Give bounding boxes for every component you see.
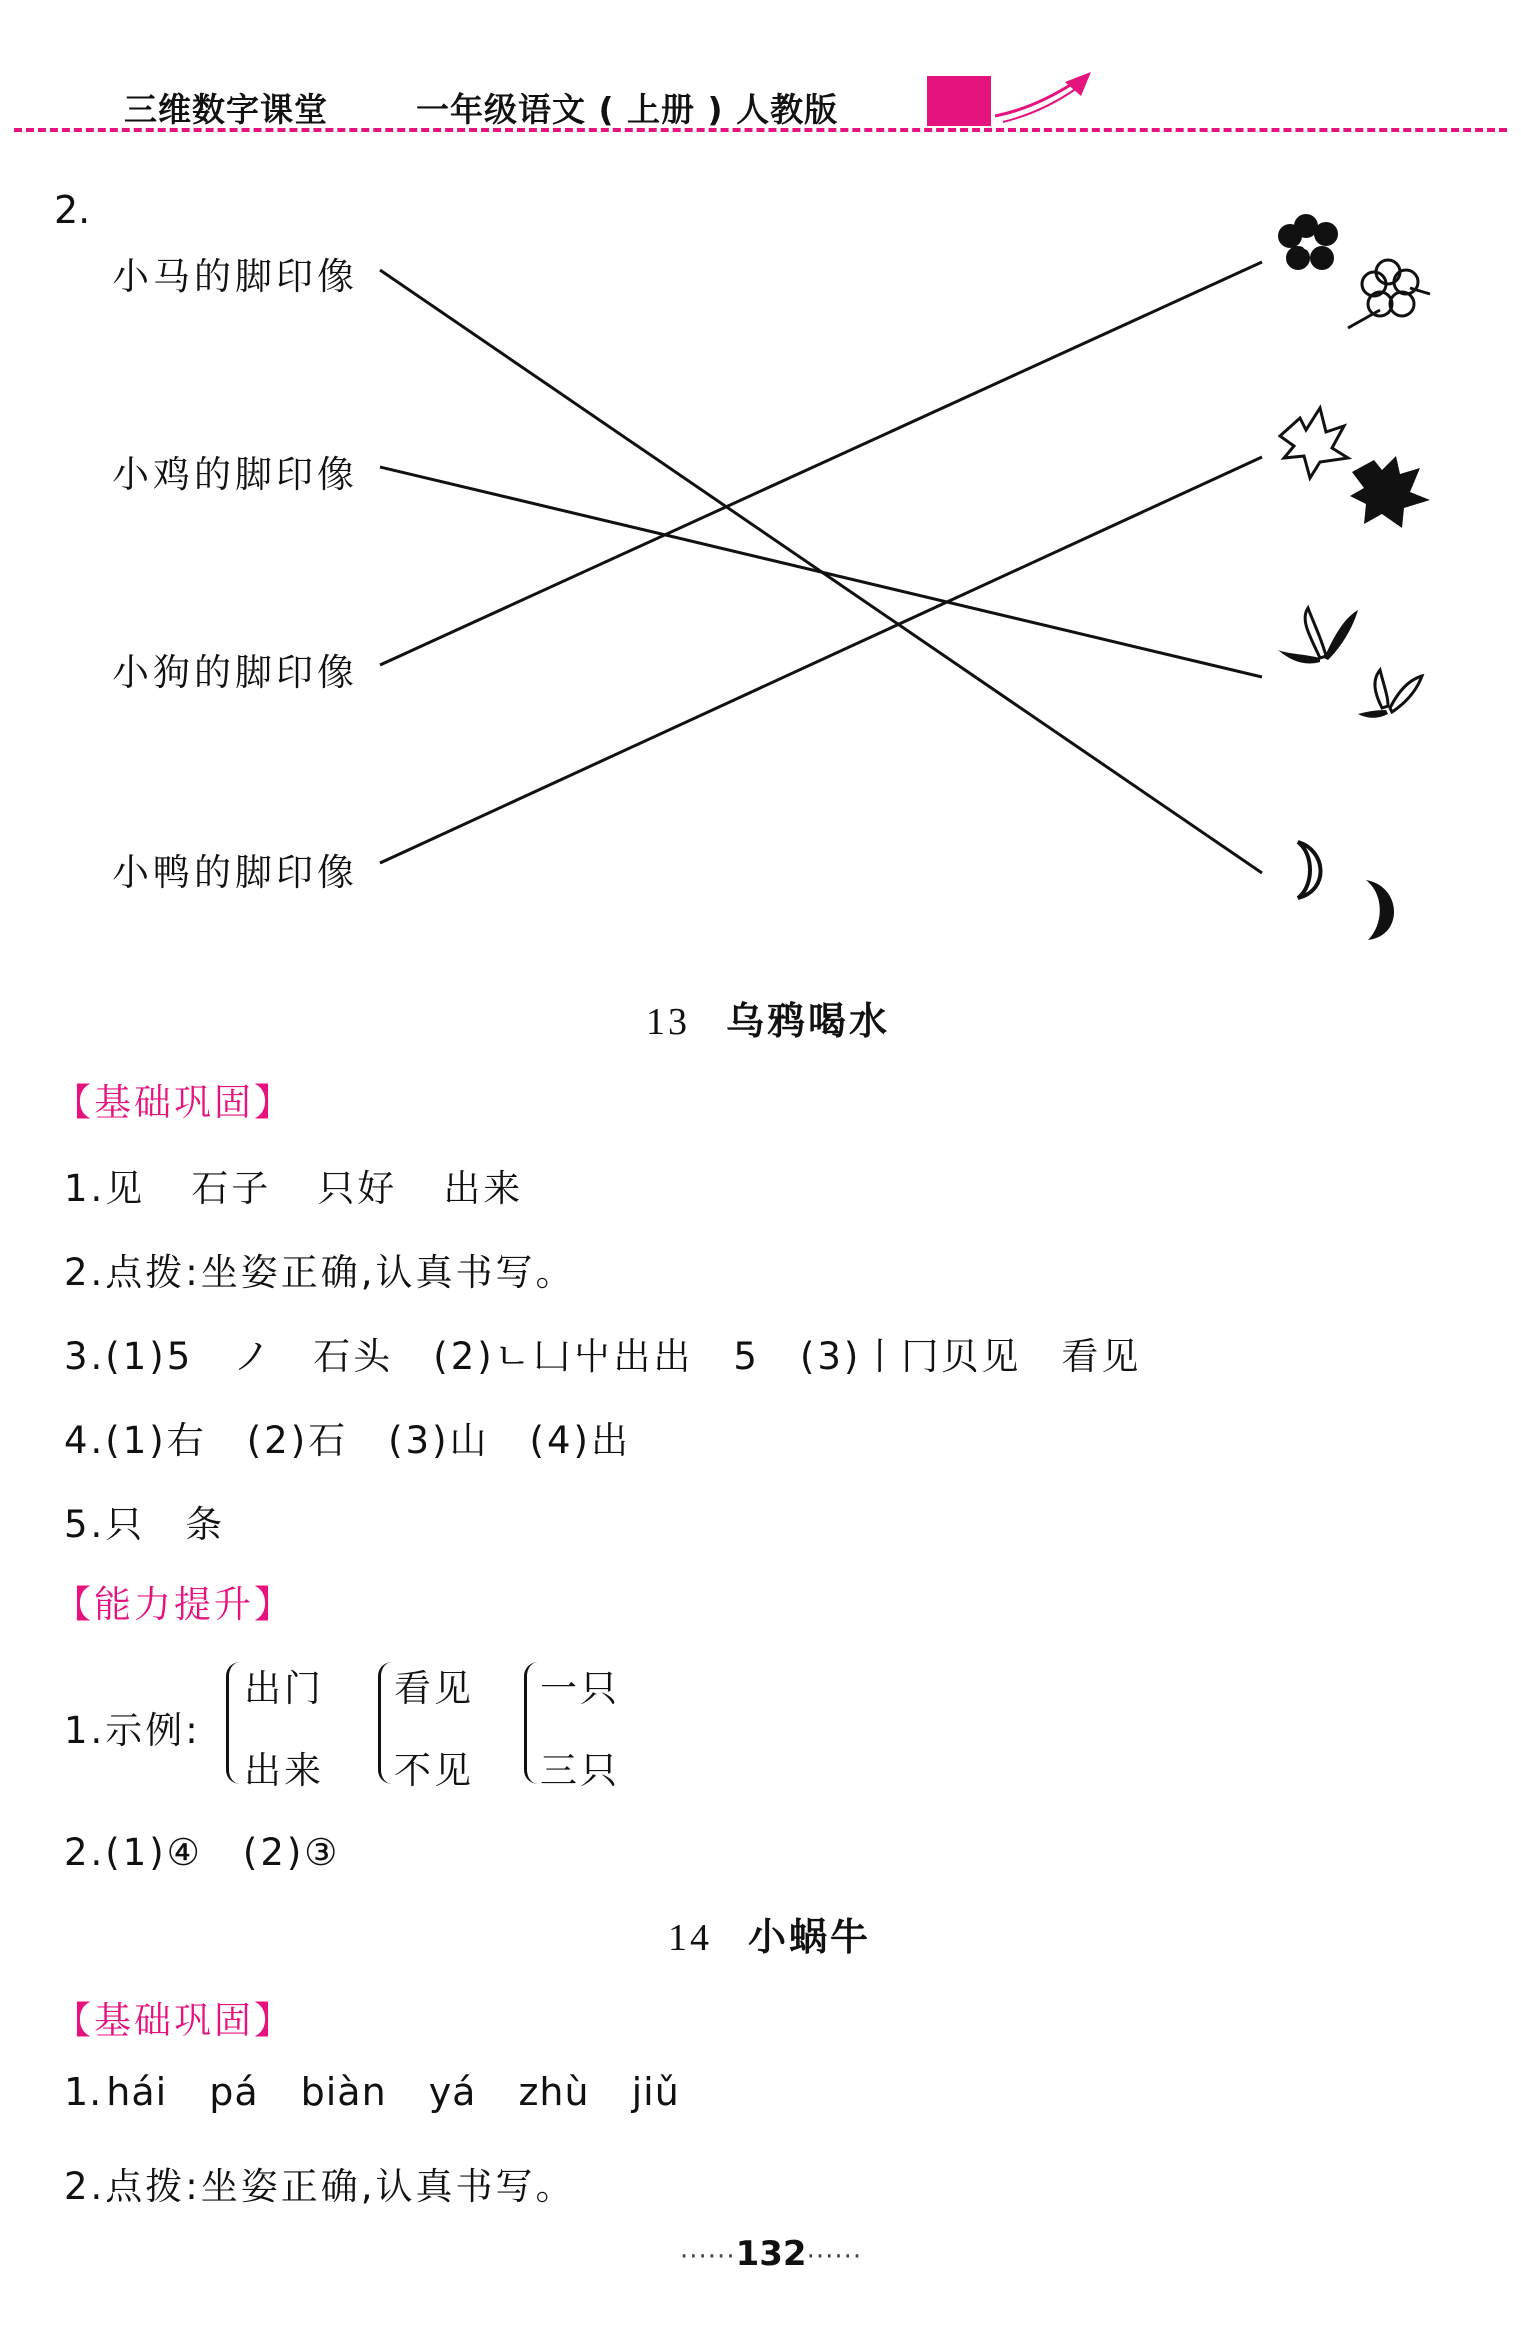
answer-1: [64, 1158, 523, 1212]
example-group-3-bottom: 三只: [540, 1749, 620, 1792]
example-group-1-bottom: 出来: [244, 1749, 324, 1792]
book-series-title: 三维数字课堂: [124, 90, 328, 129]
match-line-chick-bamboo: [380, 467, 1262, 677]
crescent-moon-icon: [1270, 836, 1440, 946]
plum-blossom-icon: [1270, 200, 1440, 330]
answer-1-c: 只好: [317, 1167, 398, 1210]
match-label-duck: 小鸭的脚印像: [112, 851, 358, 894]
example-group-2-bottom: 不见: [394, 1749, 474, 1792]
lesson-13-number: 13: [646, 1001, 690, 1043]
question-number: 2.: [54, 188, 91, 232]
lesson-14-answer-2: 2.点拨:坐姿正确,认真书写。: [64, 2165, 576, 2208]
section-heading-advanced: 【能力提升】: [54, 1583, 294, 1626]
section-heading-basic: 【基础巩固】: [54, 1081, 294, 1124]
answer-1-a: 1.见: [64, 1167, 146, 1210]
page-dots-right: ······: [806, 2242, 863, 2272]
match-line-duck-maple: [380, 457, 1262, 863]
answer-2: 2.点拨:坐姿正确,认真书写。: [64, 1251, 576, 1294]
book-subject-title: 一年级语文 ( 上册 ) 人教版: [416, 90, 839, 129]
brace-3: [524, 1662, 539, 1784]
section-heading-basic-14: 【基础巩固】: [54, 1999, 294, 2042]
match-label-dog: 小狗的脚印像: [112, 651, 358, 694]
pinyin-1: hái: [106, 2070, 168, 2114]
page-number: [680, 2234, 862, 2274]
pinyin-3: biàn: [300, 2070, 387, 2114]
answer-5: 5.只 条: [64, 1503, 226, 1546]
example-group-3-top: 一只: [540, 1667, 620, 1710]
match-line-dog-plum: [380, 262, 1262, 665]
lesson-14-title: [668, 1906, 871, 1961]
bamboo-leaf-icon: [1270, 596, 1440, 736]
maple-leaf-icon: [1270, 396, 1440, 536]
example-group-1-top: 出门: [244, 1667, 324, 1710]
answer-1-d: 出来: [443, 1167, 524, 1210]
answer-3: 3.(1)5 ノ 石头 (2)ㄴ凵屮出出 5 (3)丨冂贝见 看见: [64, 1335, 1142, 1378]
match-label-horse: 小马的脚印像: [112, 255, 358, 298]
match-label-chick: 小鸡的脚印像: [112, 453, 358, 496]
lesson-14-number: 14: [668, 1917, 712, 1959]
pinyin-6: jiǔ: [631, 2070, 680, 2114]
example-group-2-top: 看见: [394, 1667, 474, 1710]
pinyin-5: zhù: [518, 2070, 590, 2114]
page-number-value: 132: [735, 2234, 807, 2274]
pinyin-answer: [64, 2070, 722, 2114]
answer-4: 4.(1)右 (2)石 (3)山 (4)出: [64, 1419, 631, 1462]
brace-2: [378, 1662, 393, 1784]
answer-1-b: 石子: [191, 1167, 272, 1210]
page-dots-left: ······: [680, 2242, 736, 2272]
lesson-14-name: 小蜗牛: [748, 1915, 872, 1959]
advanced-answer-2: 2.(1)④ (2)③: [64, 1831, 341, 1874]
pinyin-prefix: 1.: [64, 2070, 103, 2114]
lesson-13-name: 乌鸦喝水: [726, 999, 891, 1043]
lesson-13-title: [646, 990, 890, 1045]
pinyin-4: yá: [428, 2070, 477, 2114]
example-prefix: 1.示例:: [64, 1709, 201, 1752]
brace-1: [226, 1662, 241, 1784]
pinyin-2: pá: [209, 2070, 259, 2114]
